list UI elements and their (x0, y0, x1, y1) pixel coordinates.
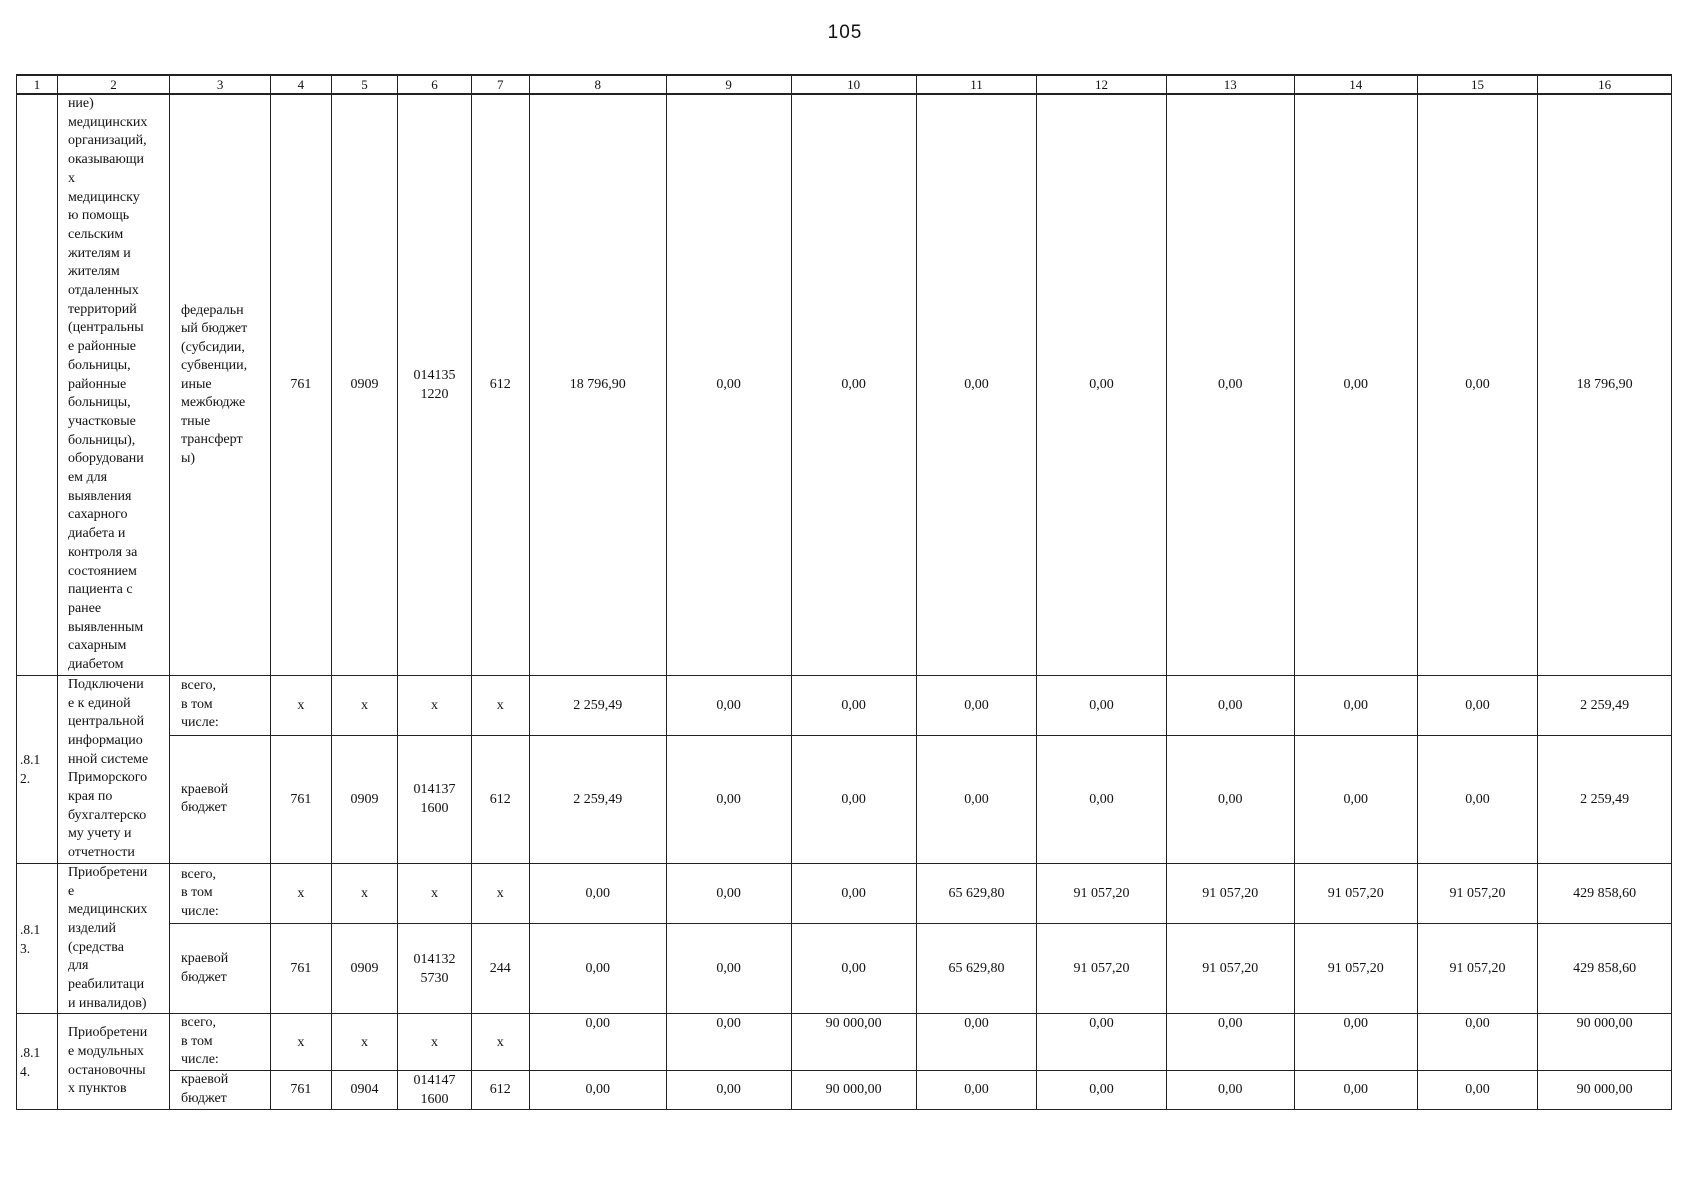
amount-cell: 0,00 (1037, 94, 1166, 675)
table-row (17, 94, 1672, 675)
row-number-cell: .8.1 4. (17, 1014, 58, 1110)
amount-cell: 0,00 (666, 923, 791, 1013)
funding-source-cell: всего, в том числе: (169, 1014, 270, 1071)
amount-cell: 91 057,20 (1037, 923, 1166, 1013)
target-article-cell: 014132 5730 (398, 923, 471, 1013)
funding-source-cell: федеральн ый бюджет (субсидии, субвенции, иные межбюдже тные трансферт ы) (169, 94, 270, 675)
target-article-cell: x (398, 675, 471, 735)
amount-cell: 0,00 (529, 923, 666, 1013)
amount-cell: 0,00 (916, 94, 1037, 675)
admin-code-cell: x (271, 1014, 331, 1071)
column-number-11: 11 (916, 75, 1037, 94)
column-number-12: 12 (1037, 75, 1166, 94)
column-number-3: 3 (169, 75, 270, 94)
amount-cell: 2 259,49 (1538, 735, 1672, 863)
amount-cell: 65 629,80 (916, 923, 1037, 1013)
amount-cell: 0,00 (529, 1070, 666, 1109)
amount-cell: 0,00 (1417, 735, 1538, 863)
table-row (17, 675, 1672, 735)
amount-cell: 2 259,49 (529, 675, 666, 735)
column-number-13: 13 (1166, 75, 1294, 94)
amount-cell: 429 858,60 (1538, 923, 1672, 1013)
amount-cell: 0,00 (1166, 94, 1294, 675)
amount-cell: 0,00 (666, 735, 791, 863)
column-number-row (17, 75, 1672, 94)
amount-cell: 0,00 (666, 863, 791, 923)
amount-cell: 90 000,00 (1538, 1070, 1672, 1109)
funding-source-cell: всего, в том числе: (169, 863, 270, 923)
amount-cell: 0,00 (791, 735, 916, 863)
amount-cell: 0,00 (1294, 735, 1417, 863)
admin-code-cell: 761 (271, 735, 331, 863)
admin-code-cell: x (271, 675, 331, 735)
amount-cell: 0,00 (1417, 675, 1538, 735)
amount-cell: 0,00 (529, 863, 666, 923)
admin-code-cell: 761 (271, 923, 331, 1013)
expense-type-cell: x (471, 675, 529, 735)
amount-cell: 0,00 (1166, 675, 1294, 735)
amount-cell: 90 000,00 (1538, 1014, 1672, 1071)
target-article-cell: 014137 1600 (398, 735, 471, 863)
section-code-cell: 0909 (331, 923, 398, 1013)
section-code-cell: x (331, 675, 398, 735)
amount-cell: 0,00 (791, 94, 916, 675)
amount-cell: 0,00 (1166, 735, 1294, 863)
funding-source-cell: всего, в том числе: (169, 675, 270, 735)
page-number: 105 (827, 22, 863, 43)
column-number-16: 16 (1538, 75, 1672, 94)
column-number-6: 6 (398, 75, 471, 94)
amount-cell: 0,00 (1037, 675, 1166, 735)
amount-cell: 0,00 (1417, 94, 1538, 675)
section-code-cell: x (331, 1014, 398, 1071)
target-article-cell: 014147 1600 (398, 1070, 471, 1109)
amount-cell: 0,00 (666, 94, 791, 675)
table-row (17, 1070, 1672, 1109)
amount-cell: 0,00 (916, 675, 1037, 735)
amount-cell: 91 057,20 (1037, 863, 1166, 923)
budget-table (16, 74, 1672, 1110)
amount-cell: 0,00 (916, 1070, 1037, 1109)
column-number-8: 8 (529, 75, 666, 94)
expense-type-cell: 612 (471, 735, 529, 863)
amount-cell: 0,00 (666, 675, 791, 735)
amount-cell: 91 057,20 (1166, 923, 1294, 1013)
amount-cell: 0,00 (916, 735, 1037, 863)
amount-cell: 18 796,90 (529, 94, 666, 675)
target-article-cell: x (398, 1014, 471, 1071)
target-article-cell: 014135 1220 (398, 94, 471, 675)
amount-cell: 91 057,20 (1417, 923, 1538, 1013)
amount-cell: 2 259,49 (1538, 675, 1672, 735)
amount-cell: 2 259,49 (529, 735, 666, 863)
amount-cell: 0,00 (529, 1014, 666, 1071)
amount-cell: 0,00 (1166, 1070, 1294, 1109)
column-number-5: 5 (331, 75, 398, 94)
row-number-cell: .8.1 3. (17, 863, 58, 1014)
amount-cell: 0,00 (1037, 735, 1166, 863)
expense-type-cell: x (471, 863, 529, 923)
item-name-cell: ние) медицинских организаций, оказывающи х медицинску ю помощь сельским жителям и жителям отдаленных территорий (центральны е районные больницы, районные больницы, участковые больницы), оборудовани ем для выявления сахарного диабета и контроля за состоянием пациента с ранее выявленным сахарным диабетом (57, 94, 169, 675)
row-number-cell (17, 94, 58, 675)
table-row (17, 1014, 1672, 1071)
admin-code-cell: x (271, 863, 331, 923)
amount-cell: 0,00 (666, 1014, 791, 1071)
column-number-1: 1 (17, 75, 58, 94)
section-code-cell: 0909 (331, 735, 398, 863)
amount-cell: 91 057,20 (1166, 863, 1294, 923)
amount-cell: 0,00 (1417, 1070, 1538, 1109)
admin-code-cell: 761 (271, 94, 331, 675)
amount-cell: 429 858,60 (1538, 863, 1672, 923)
column-number-4: 4 (271, 75, 331, 94)
amount-cell: 91 057,20 (1294, 923, 1417, 1013)
table-row (17, 863, 1672, 923)
section-code-cell: 0909 (331, 94, 398, 675)
amount-cell: 0,00 (1294, 94, 1417, 675)
column-number-9: 9 (666, 75, 791, 94)
funding-source-cell: краевой бюджет (169, 735, 270, 863)
funding-source-cell: краевой бюджет (169, 923, 270, 1013)
amount-cell: 0,00 (1166, 1014, 1294, 1071)
amount-cell: 0,00 (1417, 1014, 1538, 1071)
expense-type-cell: 612 (471, 1070, 529, 1109)
table-row (17, 923, 1672, 1013)
amount-cell: 91 057,20 (1294, 863, 1417, 923)
admin-code-cell: 761 (271, 1070, 331, 1109)
expense-type-cell: x (471, 1014, 529, 1071)
amount-cell: 0,00 (791, 863, 916, 923)
item-name-cell: Подключени е к единой центральной информацио нной системе Приморского края по бухгалтерско му учету и отчетности (57, 675, 169, 863)
amount-cell: 0,00 (1294, 675, 1417, 735)
item-name-cell: Приобретени е медицинских изделий (средства для реабилитаци и инвалидов) (57, 863, 169, 1014)
amount-cell: 0,00 (1294, 1070, 1417, 1109)
row-number-cell: .8.1 2. (17, 675, 58, 863)
amount-cell: 18 796,90 (1538, 94, 1672, 675)
section-code-cell: x (331, 863, 398, 923)
amount-cell: 0,00 (1037, 1014, 1166, 1071)
expense-type-cell: 244 (471, 923, 529, 1013)
column-number-7: 7 (471, 75, 529, 94)
amount-cell: 90 000,00 (791, 1070, 916, 1109)
amount-cell: 0,00 (916, 1014, 1037, 1071)
amount-cell: 0,00 (791, 923, 916, 1013)
column-number-2: 2 (57, 75, 169, 94)
section-code-cell: 0904 (331, 1070, 398, 1109)
amount-cell: 0,00 (791, 675, 916, 735)
amount-cell: 90 000,00 (791, 1014, 916, 1071)
item-name-cell: Приобретени е модульных остановочны х пунктов (57, 1014, 169, 1110)
amount-cell: 0,00 (1037, 1070, 1166, 1109)
amount-cell: 0,00 (666, 1070, 791, 1109)
target-article-cell: x (398, 863, 471, 923)
amount-cell: 91 057,20 (1417, 863, 1538, 923)
column-number-14: 14 (1294, 75, 1417, 94)
column-number-15: 15 (1417, 75, 1538, 94)
amount-cell: 0,00 (1294, 1014, 1417, 1071)
column-number-10: 10 (791, 75, 916, 94)
amount-cell: 65 629,80 (916, 863, 1037, 923)
table-row (17, 735, 1672, 863)
funding-source-cell: краевой бюджет (169, 1070, 270, 1109)
expense-type-cell: 612 (471, 94, 529, 675)
